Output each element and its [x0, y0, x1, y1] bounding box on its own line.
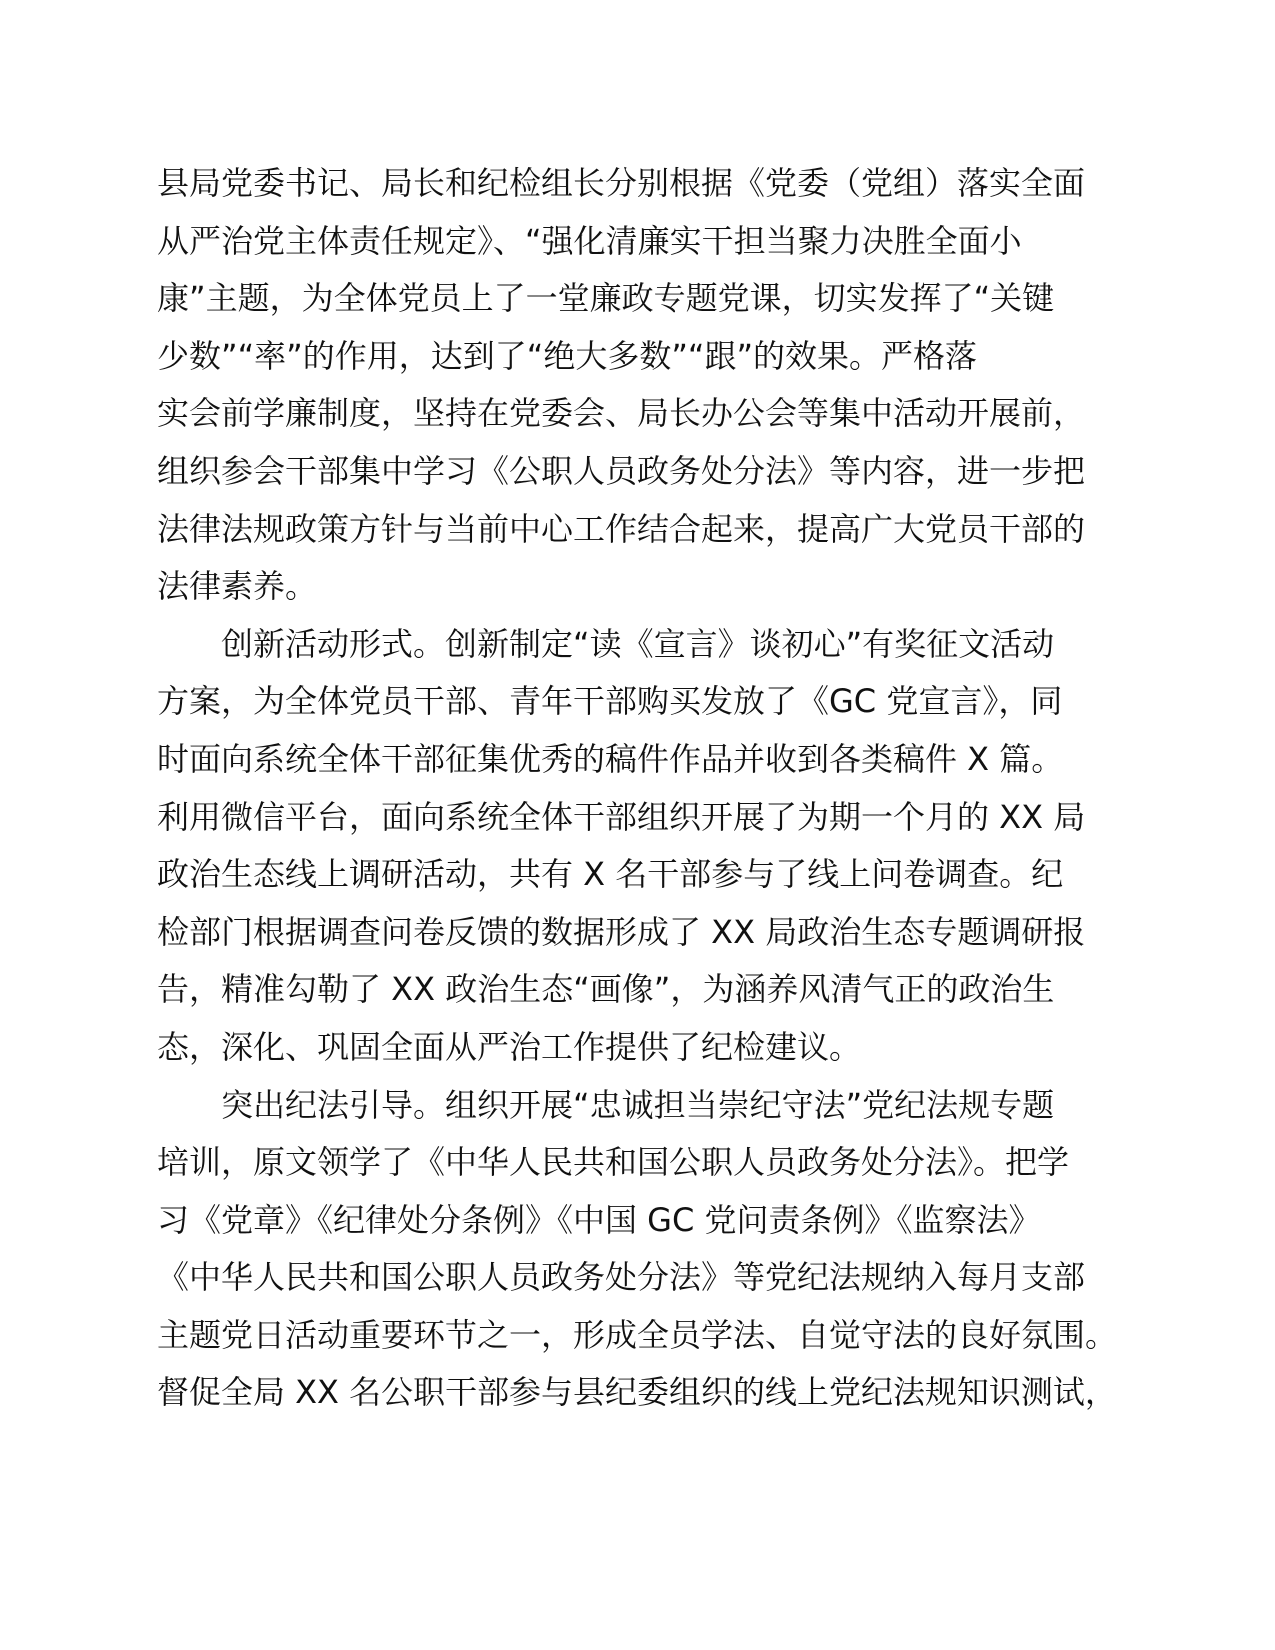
text-line: 从严治党主体责任规定》、“强化清廉实干担当聚力决胜全面小	[157, 221, 1022, 260]
text-line: 主题党日活动重要环节之一，形成全员学法、自觉守法的良好氛围。	[157, 1315, 1118, 1354]
text-line: 创新活动形式。创新制定“读《宣言》谈初心”有奖征文活动	[221, 624, 1055, 663]
text-line: 组织参会干部集中学习《公职人员政务处分法》等内容，进一步把	[157, 451, 1086, 490]
text-line: 县局党委书记、局长和纪检组长分别根据《党委（党组）落实全面	[157, 164, 1086, 202]
text-line: 康”主题，为全体党员上了一堂廉政专题党课，切实发挥了“关键	[157, 279, 1055, 318]
text-line: 习《党章》《纪律处分条例》《中国 GC 党问责条例》《监察法》	[157, 1200, 1041, 1239]
text-line: 法律法规政策方针与当前中心工作结合起来，提高广大党员干部的	[157, 509, 1086, 548]
text-line: 少数”“率”的作用，达到了“绝大多数”“跟”的效果。严格落	[157, 336, 978, 375]
text-line: 时面向系统全体干部征集优秀的稿件作品并收到各类稿件 X 篇。	[157, 739, 1064, 778]
text-line: 法律素养。	[157, 567, 318, 606]
text-line: 政治生态线上调研活动，共有 X 名干部参与了线上问卷调查。纪	[157, 855, 1064, 894]
text-line: 《中华人民共和国公职人员政务处分法》等党纪法规纳入每月支部	[157, 1258, 1086, 1297]
text-line: 突出纪法引导。组织开展“忠诚担当崇纪守法”党纪法规专题	[221, 1085, 1055, 1124]
text-line: 方案，为全体党员干部、青年干部购买发放了《GC 党宣言》，同	[157, 682, 1063, 721]
text-line: 督促全局 XX 名公职干部参与县纪委组织的线上党纪法规知识测试，	[157, 1373, 1117, 1412]
text-line: 态，深化、巩固全面从严治工作提供了纪检建议。	[157, 1027, 862, 1066]
document-body	[157, 155, 1117, 1422]
text-line: 检部门根据调查问卷反馈的数据形成了 XX 局政治生态专题调研报	[157, 912, 1086, 951]
text-line: 培训，原文领学了《中华人民共和国公职人员政务处分法》。把学	[157, 1143, 1070, 1182]
text-line: 告，精准勾勒了 XX 政治生态“画像”，为涵养风清气正的政治生	[157, 970, 1055, 1009]
text-line: 实会前学廉制度，坚持在党委会、局长办公会等集中活动开展前，	[157, 394, 1086, 433]
text-line: 利用微信平台，面向系统全体干部组织开展了为期一个月的 XX 局	[157, 797, 1086, 836]
